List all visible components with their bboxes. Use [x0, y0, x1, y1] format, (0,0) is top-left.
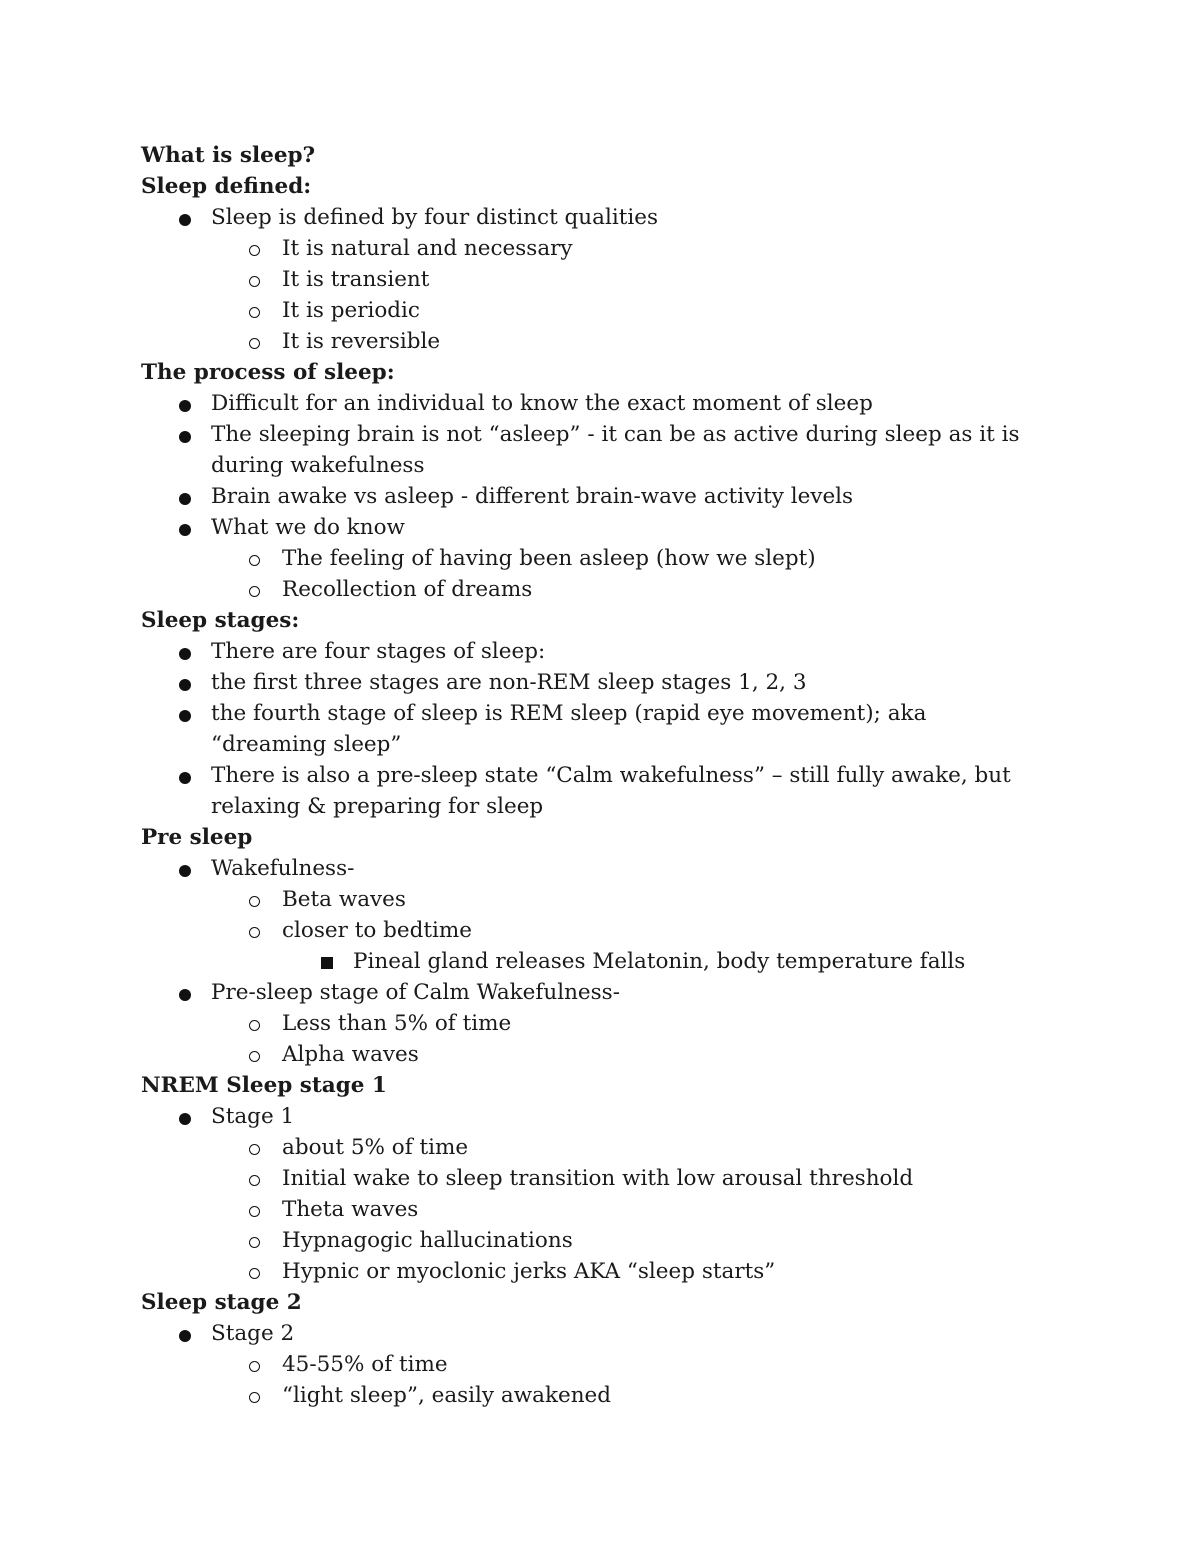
sub-list-item: It is natural and necessary: [141, 233, 1041, 264]
sub-sub-list-item: Pineal gland releases Melatonin, body temperature falls: [141, 946, 1041, 977]
list-item: The sleeping brain is not “asleep” - it can be as active during sleep as it is during wakefulness: [141, 419, 1041, 481]
filled-bullet-icon: [179, 493, 191, 505]
hollow-bullet-icon: [249, 1051, 260, 1062]
sub-list-item: Alpha waves: [141, 1039, 1041, 1070]
filled-bullet-icon: [179, 989, 191, 1001]
list-item: Brain awake vs asleep - different brain-wave activity levels: [141, 481, 1041, 512]
hollow-bullet-icon: [249, 1361, 260, 1372]
sub-list-item: It is transient: [141, 264, 1041, 295]
list-item: Difficult for an individual to know the exact moment of sleep: [141, 388, 1041, 419]
sub-list-item: Recollection of dreams: [141, 574, 1041, 605]
list-item: the first three stages are non-REM sleep stages 1, 2, 3: [141, 667, 1041, 698]
sub-list-item: 45-55% of time: [141, 1349, 1041, 1380]
hollow-bullet-icon: [249, 307, 260, 318]
filled-bullet-icon: [179, 648, 191, 660]
hollow-bullet-icon: [249, 555, 260, 566]
sub-list-item: Hypnagogic hallucinations: [141, 1225, 1041, 1256]
heading-sleep-stages: Sleep stages:: [141, 608, 300, 633]
sub-list-item: closer to bedtime: [141, 915, 1041, 946]
filled-bullet-icon: [179, 431, 191, 443]
sub-list-item: The feeling of having been asleep (how we slept): [141, 543, 1041, 574]
sub-list-item: Beta waves: [141, 884, 1041, 915]
hollow-bullet-icon: [249, 1144, 260, 1155]
square-bullet-icon: [321, 957, 333, 969]
filled-bullet-icon: [179, 679, 191, 691]
list-item: the fourth stage of sleep is REM sleep (rapid eye movement); aka “dreaming sleep”: [141, 698, 1041, 760]
hollow-bullet-icon: [249, 1237, 260, 1248]
hollow-bullet-icon: [249, 338, 260, 349]
sub-list-item: Less than 5% of time: [141, 1008, 1041, 1039]
filled-bullet-icon: [179, 524, 191, 536]
sub-list-item: Hypnic or myoclonic jerks AKA “sleep starts”: [141, 1256, 1041, 1287]
filled-bullet-icon: [179, 1113, 191, 1125]
filled-bullet-icon: [179, 865, 191, 877]
list-item: Sleep is defined by four distinct qualities: [141, 202, 1041, 233]
sub-list-item: Initial wake to sleep transition with low arousal threshold: [141, 1163, 1041, 1194]
filled-bullet-icon: [179, 772, 191, 784]
heading-process-of-sleep: The process of sleep:: [141, 360, 395, 385]
hollow-bullet-icon: [249, 1392, 260, 1403]
list-item: Pre-sleep stage of Calm Wakefulness-: [141, 977, 1041, 1008]
filled-bullet-icon: [179, 710, 191, 722]
list-item: There is also a pre-sleep state “Calm wakefulness” – still fully awake, but relaxing & preparing for sleep: [141, 760, 1041, 822]
sub-list-item: It is reversible: [141, 326, 1041, 357]
heading-pre-sleep: Pre sleep: [141, 825, 253, 850]
hollow-bullet-icon: [249, 896, 260, 907]
sub-list-item: about 5% of time: [141, 1132, 1041, 1163]
hollow-bullet-icon: [249, 1175, 260, 1186]
document-page: [141, 140, 1041, 1411]
heading-sleep-stage-2: Sleep stage 2: [141, 1290, 302, 1315]
hollow-bullet-icon: [249, 1206, 260, 1217]
list-item: There are four stages of sleep:: [141, 636, 1041, 667]
hollow-bullet-icon: [249, 927, 260, 938]
hollow-bullet-icon: [249, 276, 260, 287]
hollow-bullet-icon: [249, 245, 260, 256]
heading-nrem-stage-1: NREM Sleep stage 1: [141, 1073, 387, 1098]
sub-list-item: It is periodic: [141, 295, 1041, 326]
filled-bullet-icon: [179, 1330, 191, 1342]
list-item: What we do know: [141, 512, 1041, 543]
list-item: Wakefulness-: [141, 853, 1041, 884]
sub-list-item: “light sleep”, easily awakened: [141, 1380, 1041, 1411]
hollow-bullet-icon: [249, 1020, 260, 1031]
heading-what-is-sleep: What is sleep?: [141, 143, 316, 168]
filled-bullet-icon: [179, 214, 191, 226]
hollow-bullet-icon: [249, 586, 260, 597]
filled-bullet-icon: [179, 400, 191, 412]
list-item: Stage 1: [141, 1101, 1041, 1132]
heading-sleep-defined: Sleep defined:: [141, 174, 312, 199]
sub-list-item: Theta waves: [141, 1194, 1041, 1225]
hollow-bullet-icon: [249, 1268, 260, 1279]
list-item: Stage 2: [141, 1318, 1041, 1349]
